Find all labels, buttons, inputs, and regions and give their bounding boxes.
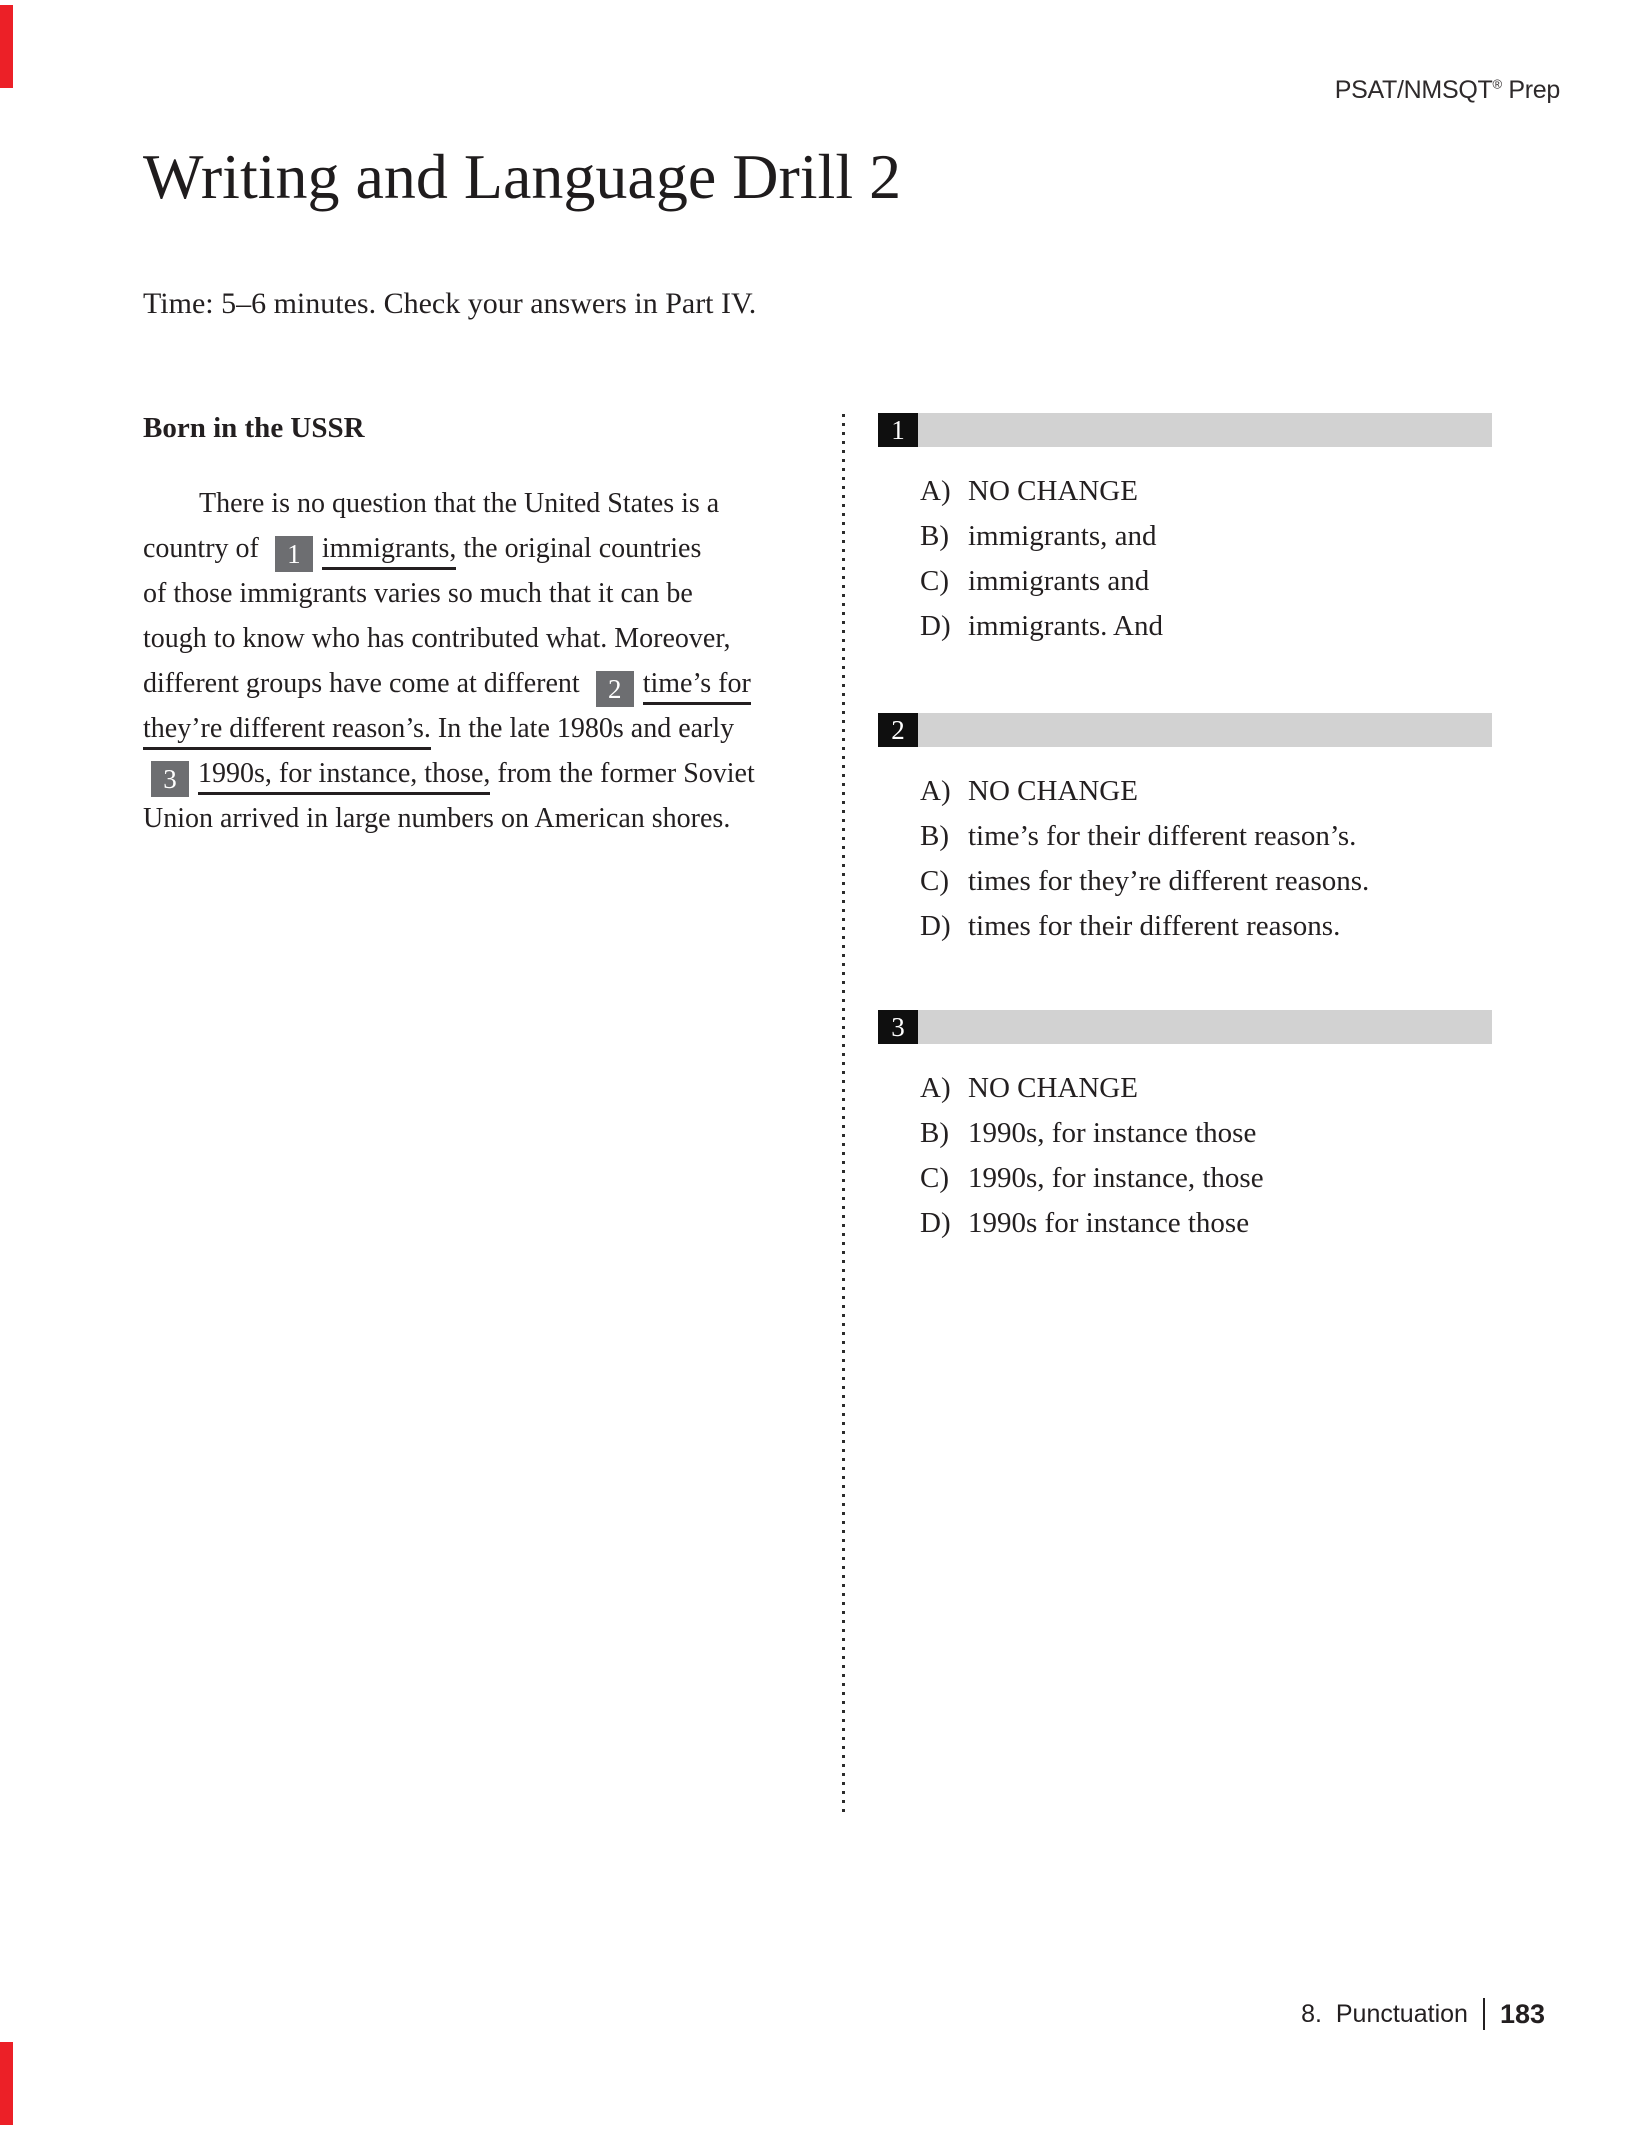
option-letter: D)	[920, 910, 951, 942]
page-number: 183	[1499, 1998, 1545, 2029]
passage-text: Union arrived in large numbers on American shores.	[143, 803, 731, 834]
option-letter: D)	[920, 1207, 951, 1239]
footer-separator	[1483, 1998, 1485, 2030]
footer-section-label: 8. Punctuation	[1301, 1999, 1468, 2028]
answer-options	[878, 1066, 1492, 1246]
drill-instructions: Time: 5–6 minutes. Check your answers in Part IV.	[143, 287, 757, 320]
option-text: immigrants. And	[968, 610, 1163, 642]
option-letter: D)	[920, 610, 951, 642]
option-text: NO CHANGE	[968, 1072, 1138, 1104]
answer-option-A	[920, 769, 1492, 814]
passage-line	[143, 751, 848, 796]
question-header-fill	[918, 1010, 1492, 1044]
option-letter: A)	[920, 775, 951, 807]
passage-text: different groups have come at different	[143, 668, 587, 699]
option-letter: A)	[920, 1072, 951, 1104]
passage-text: There is no question that the United States is a	[199, 488, 720, 519]
passage-marker-1: 1	[275, 536, 313, 572]
option-text: 1990s, for instance, those	[968, 1162, 1264, 1194]
option-text: time’s for their different reason’s.	[968, 820, 1357, 852]
answer-option-C	[920, 1156, 1492, 1201]
option-text: 1990s, for instance those	[968, 1117, 1257, 1149]
question-3	[878, 1010, 1492, 1246]
question-header-bar	[878, 413, 1492, 447]
answer-option-D	[920, 904, 1492, 949]
answer-option-C	[920, 859, 1492, 904]
passage-line	[143, 526, 848, 571]
passage-text: country of	[143, 533, 266, 564]
page-footer	[1301, 1998, 1545, 2030]
passage-marker-2: 2	[596, 671, 634, 707]
option-text: immigrants and	[968, 565, 1150, 597]
underlined-phrase: time’s for	[643, 668, 751, 705]
passage-heading: Born in the USSR	[143, 412, 365, 444]
option-letter: B)	[920, 1117, 949, 1149]
option-letter: B)	[920, 520, 949, 552]
option-text: 1990s for instance those	[968, 1207, 1250, 1239]
column-divider	[842, 414, 845, 1814]
passage-text: of those immigrants varies so much that it can be	[143, 578, 693, 609]
running-header	[1335, 76, 1560, 105]
option-letter: B)	[920, 820, 949, 852]
page-title: Writing and Language Drill 2	[143, 141, 902, 212]
header-suffix: Prep	[1501, 76, 1560, 104]
answer-option-A	[920, 1066, 1492, 1111]
question-number: 3	[878, 1010, 918, 1044]
answer-option-B	[920, 1111, 1492, 1156]
underlined-phrase: immigrants,	[322, 533, 457, 570]
chapter-tab-top	[0, 5, 13, 88]
option-text: times for their different reasons.	[968, 910, 1341, 942]
underlined-phrase: they’re different reason’s.	[143, 713, 431, 750]
header-brand: PSAT/NMSQT	[1334, 76, 1493, 104]
question-header-fill	[918, 413, 1492, 447]
passage-line	[143, 706, 848, 751]
question-2	[878, 713, 1492, 949]
answer-option-B	[920, 514, 1492, 559]
question-header-bar	[878, 713, 1492, 747]
passage-text: the original countries	[456, 533, 702, 564]
passage-line	[143, 796, 848, 841]
answer-option-D	[920, 604, 1492, 649]
chapter-tab-bottom	[0, 2042, 13, 2125]
option-text: times for they’re different reasons.	[968, 865, 1370, 897]
passage-marker-3: 3	[151, 761, 189, 797]
answer-options	[878, 769, 1492, 949]
question-number: 2	[878, 713, 918, 747]
answer-option-D	[920, 1201, 1492, 1246]
option-letter: A)	[920, 475, 951, 507]
option-text: immigrants, and	[968, 520, 1157, 552]
question-header-bar	[878, 1010, 1492, 1044]
answer-options	[878, 469, 1492, 649]
option-letter: C)	[920, 865, 949, 897]
passage-text: from the former Soviet	[490, 758, 755, 789]
option-letter: C)	[920, 565, 949, 597]
option-letter: C)	[920, 1162, 949, 1194]
passage-line	[143, 571, 848, 616]
question-number: 1	[878, 413, 918, 447]
question-1	[878, 413, 1492, 649]
passage-line	[143, 616, 848, 661]
question-header-fill	[918, 713, 1492, 747]
passage-text: In the late 1980s and early	[430, 713, 735, 744]
underlined-phrase: 1990s, for instance, those,	[198, 758, 490, 795]
answer-option-A	[920, 469, 1492, 514]
option-text: NO CHANGE	[968, 775, 1138, 807]
answer-option-C	[920, 559, 1492, 604]
passage-line	[143, 661, 848, 706]
passage	[143, 412, 848, 841]
registered-mark-icon: ®	[1492, 76, 1502, 92]
passage-line	[143, 481, 848, 526]
passage-body	[143, 481, 848, 841]
answer-option-B	[920, 814, 1492, 859]
option-text: NO CHANGE	[968, 475, 1138, 507]
passage-text: tough to know who has contributed what. Moreover,	[143, 623, 731, 654]
